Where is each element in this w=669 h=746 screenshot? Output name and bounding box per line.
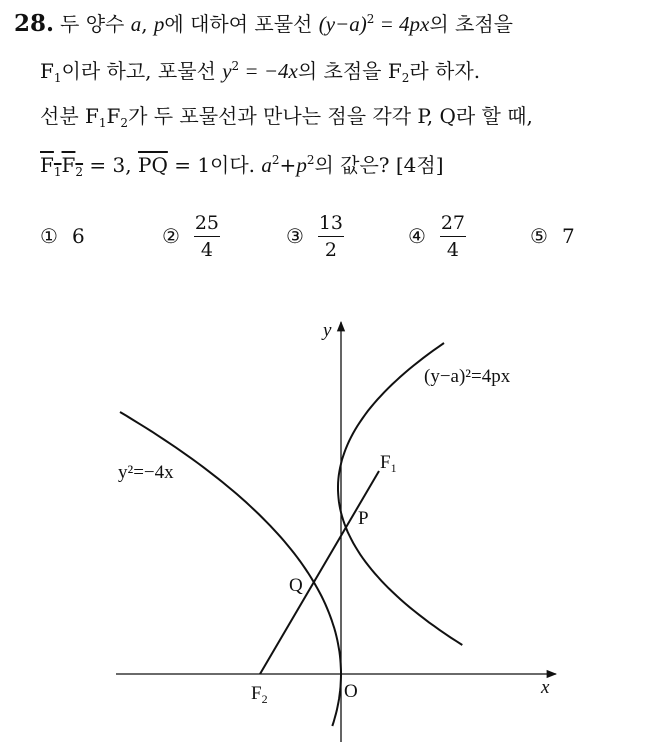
text: 의 초점을 bbox=[429, 12, 513, 36]
point-F: F bbox=[61, 153, 76, 177]
choice-mark: ③ bbox=[286, 224, 304, 248]
point-F: F bbox=[251, 683, 262, 704]
var-p: p bbox=[153, 12, 165, 36]
var-y: y bbox=[222, 59, 232, 83]
curve2-label: y²=−4x bbox=[118, 462, 174, 483]
var-a: a bbox=[130, 12, 142, 36]
choice-mark: ⑤ bbox=[530, 224, 548, 248]
text: 의 값은? [4점] bbox=[314, 153, 444, 177]
text: 가 두 포물선과 만나는 점을 각각 P, Q라 할 때, bbox=[128, 104, 533, 128]
exponent: 2 bbox=[271, 153, 280, 167]
parabola-left-curve bbox=[120, 412, 341, 726]
choice-value: 6 bbox=[71, 224, 85, 248]
y-axis-label: y bbox=[323, 320, 332, 341]
text: 라 하자. bbox=[409, 59, 481, 83]
text: 선분 bbox=[40, 104, 85, 128]
curve1-label: (y−a)²=4px bbox=[424, 366, 511, 387]
origin-label: O bbox=[344, 681, 358, 702]
exponent: 2 bbox=[366, 12, 375, 26]
subscript: 2 bbox=[401, 71, 410, 85]
numerator: 25 bbox=[194, 211, 220, 234]
text: 이다. bbox=[210, 153, 262, 177]
exponent: 2 bbox=[306, 153, 315, 167]
point-F2-label bbox=[251, 683, 268, 706]
text: = 3, bbox=[83, 153, 138, 177]
point-F: F bbox=[85, 104, 99, 128]
choice-mark: ② bbox=[162, 224, 180, 248]
point-F: F bbox=[106, 104, 121, 128]
subscript: 2 bbox=[120, 116, 129, 130]
numerator: 13 bbox=[318, 211, 344, 234]
problem-number: 28. bbox=[14, 10, 55, 37]
subscript: 1 bbox=[53, 165, 62, 179]
point-F: F bbox=[40, 59, 54, 83]
point-P-label: P bbox=[358, 508, 369, 529]
text: , bbox=[141, 12, 154, 36]
x-axis-label: x bbox=[541, 677, 550, 698]
point-F: F bbox=[40, 153, 54, 177]
point-Q-label: Q bbox=[289, 575, 303, 596]
point-F1-label bbox=[380, 452, 397, 475]
point-F: F bbox=[387, 59, 402, 83]
denominator: 2 bbox=[324, 238, 337, 261]
subscript: 1 bbox=[390, 461, 397, 475]
numerator: 27 bbox=[440, 211, 466, 234]
segment-F1F2-line bbox=[260, 471, 379, 674]
equation-lhs: (y−a) bbox=[318, 12, 367, 36]
choice-mark: ① bbox=[40, 224, 58, 248]
equation-rhs: = 4px bbox=[374, 12, 430, 36]
text: 이라 하고, 포물선 bbox=[61, 59, 223, 83]
text: = 1 bbox=[167, 153, 211, 177]
parabola-right-curve bbox=[338, 343, 462, 645]
plus: + bbox=[279, 153, 297, 177]
var-a: a bbox=[261, 153, 272, 177]
text: 에 대하여 포물선 bbox=[164, 12, 319, 36]
equation-rhs: = −4x bbox=[239, 59, 298, 83]
subscript: 1 bbox=[98, 116, 107, 130]
segment-PQ: $\overline{PQ}$ bbox=[137, 153, 168, 177]
text: 의 초점을 bbox=[297, 59, 388, 83]
exponent: 2 bbox=[231, 59, 240, 73]
denominator: 4 bbox=[446, 238, 459, 261]
point-F: F bbox=[380, 452, 391, 473]
subscript: 2 bbox=[75, 165, 84, 179]
text: 두 양수 bbox=[60, 12, 131, 36]
choice-value: 7 bbox=[561, 224, 575, 248]
choice-mark: ④ bbox=[408, 224, 426, 248]
subscript: 2 bbox=[261, 692, 268, 706]
subscript: 1 bbox=[53, 71, 62, 85]
denominator: 4 bbox=[200, 238, 213, 261]
var-p: p bbox=[296, 153, 307, 177]
